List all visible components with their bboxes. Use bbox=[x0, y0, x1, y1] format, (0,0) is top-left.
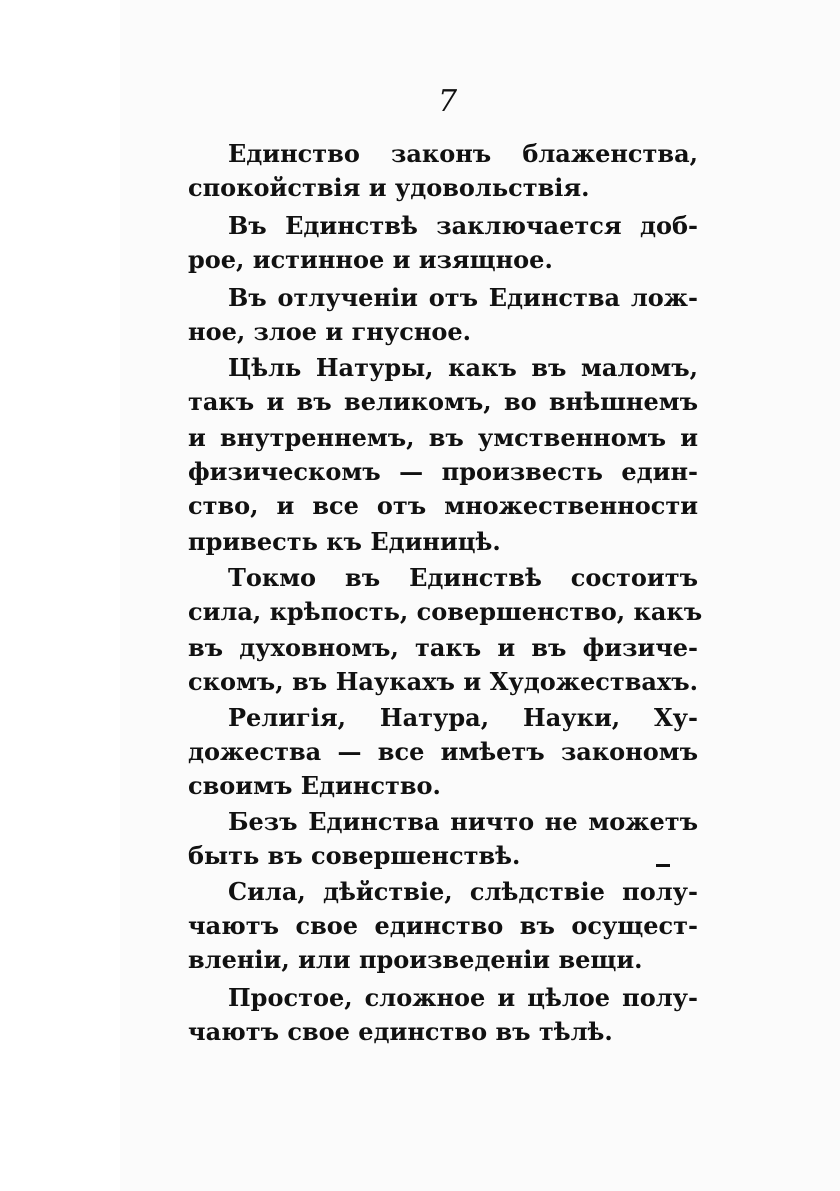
text-line: физическомъ — произвесть един- bbox=[188, 457, 698, 486]
text-line: быть въ совершенствѣ. bbox=[188, 841, 521, 870]
text-line: своимъ Единство. bbox=[188, 771, 441, 800]
text-line: Цѣль Натуры, какъ въ маломъ, bbox=[228, 353, 698, 382]
text-line: дожества — все имѣетъ закономъ bbox=[188, 737, 698, 766]
text-line: ное, злое и гнусное. bbox=[188, 317, 472, 346]
text-line: сила, крѣпость, совершенство, какъ bbox=[188, 597, 703, 626]
text-line: Въ Единствѣ заключается доб- bbox=[228, 211, 698, 240]
text-line: такъ и въ великомъ, во внѣшнемъ bbox=[188, 387, 698, 416]
text-line: спокойствія и удовольствія. bbox=[188, 173, 590, 202]
text-line: рое, истинное и изящное. bbox=[188, 245, 553, 274]
page-number: 7 bbox=[438, 84, 458, 119]
text-line: скомъ, въ Наукахъ и Художествахъ. bbox=[188, 667, 698, 696]
text-line: Религія, Натура, Науки, Ху- bbox=[228, 703, 698, 732]
stray-printing-mark bbox=[656, 864, 670, 867]
text-line: Въ отлученіи отъ Единства лож- bbox=[228, 283, 698, 312]
text-line: ство, и все отъ множественности bbox=[188, 491, 698, 520]
text-line: и внутреннемъ, въ умственномъ и bbox=[188, 423, 698, 452]
text-line: привесть къ Единицѣ. bbox=[188, 527, 501, 556]
text-line: Сила, дѣйствіе, слѣдствіе полу- bbox=[228, 877, 698, 906]
text-line: чаютъ свое единство въ осущест- bbox=[188, 911, 698, 940]
text-line: чаютъ свое единство въ тѣлѣ. bbox=[188, 1017, 613, 1046]
text-line: Безъ Единства ничто не можетъ bbox=[228, 807, 698, 836]
text-line: Простое, сложное и цѣлое полу- bbox=[228, 983, 698, 1012]
text-line: Токмо въ Единствѣ состоитъ bbox=[228, 563, 698, 592]
text-line: въ духовномъ, такъ и въ физиче- bbox=[188, 633, 698, 662]
text-line: вленіи, или произведеніи вещи. bbox=[188, 945, 643, 974]
text-line: Единство законъ блаженства, bbox=[228, 139, 698, 168]
